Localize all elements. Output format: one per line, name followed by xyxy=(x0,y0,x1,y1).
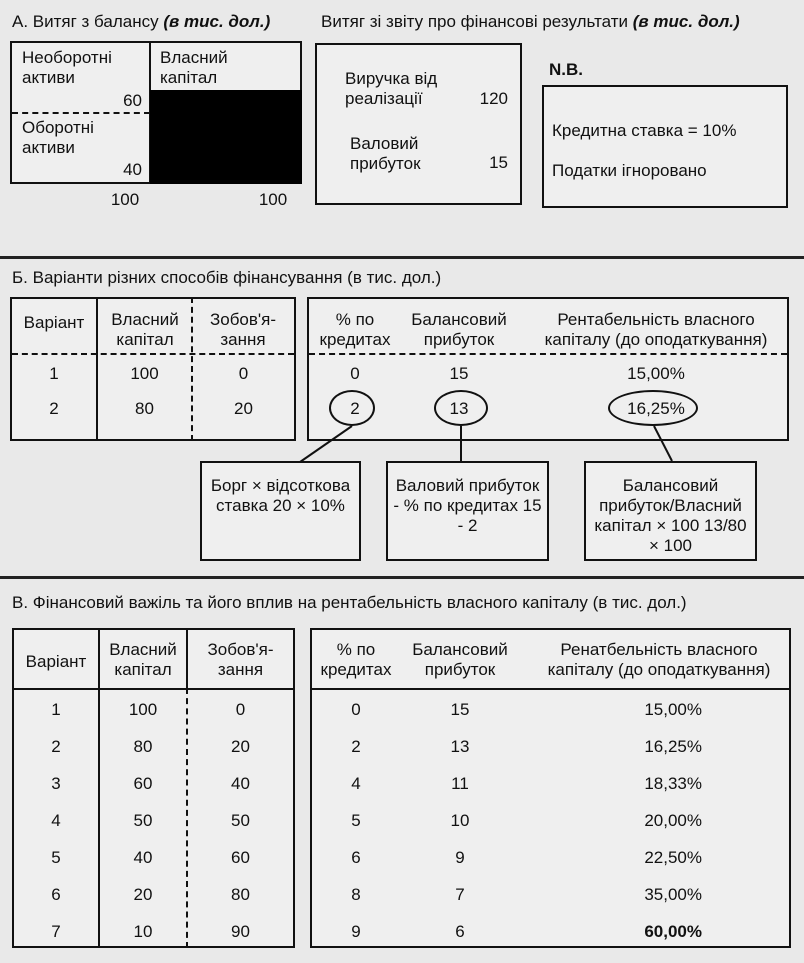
total-liabilities: 100 xyxy=(258,190,288,209)
c-row6-equity: 20 xyxy=(133,885,153,904)
c-left-header-line xyxy=(14,688,293,690)
c-row4-interest: 5 xyxy=(351,811,361,830)
section-a-title-text: А. Витяг з балансу xyxy=(12,12,159,31)
c-row4-profit: 10 xyxy=(450,811,470,830)
c-row3-interest: 4 xyxy=(351,774,361,793)
c-row1-profit: 15 xyxy=(450,700,470,719)
b-row2-roe: 16,25% xyxy=(627,399,685,418)
section-rule-2 xyxy=(0,576,804,579)
b-row1-interest: 0 xyxy=(350,364,360,383)
c-row6-profit: 7 xyxy=(455,885,465,904)
section-a-unit: (в тис. дол.) xyxy=(163,12,271,31)
b-row2-liab: 20 xyxy=(234,399,253,418)
nb-taxes: Податки ігноровано xyxy=(552,161,707,180)
c-row2-interest: 2 xyxy=(351,737,361,756)
current-value: 40 xyxy=(123,160,142,179)
c-row7-interest: 9 xyxy=(351,922,361,941)
b-row1-variant: 1 xyxy=(49,364,59,383)
revenue-label: Виручка від реалізації xyxy=(345,69,438,108)
gross-value: 15 xyxy=(489,153,508,172)
c-row4-equity: 50 xyxy=(133,811,153,830)
c-row1-liab: 0 xyxy=(235,700,246,719)
c-row2-liab: 20 xyxy=(231,737,250,756)
c-row5-variant: 5 xyxy=(51,848,61,867)
b-row1-profit: 15 xyxy=(449,364,469,383)
c-row5-interest: 6 xyxy=(351,848,361,867)
c-row6-interest: 8 xyxy=(351,885,361,904)
c-row7-roe: 60,00% xyxy=(644,922,702,941)
note-debt: Борг × відсоткова ставка 20 × 10% xyxy=(210,476,351,515)
income-unit: (в тис. дол.) xyxy=(632,12,740,31)
b-row1-liab: 0 xyxy=(238,364,249,383)
c-head-interest: % по кредитах xyxy=(320,640,392,679)
c-row7-variant: 7 xyxy=(51,922,61,941)
c-row2-roe: 16,25% xyxy=(644,737,702,756)
c-right-header-line xyxy=(312,688,789,690)
equity-label: Власний капітал xyxy=(160,48,228,87)
nb-rate: Кредитна ставка = 10% xyxy=(552,121,737,140)
note-roe: Балансовий прибуток/Власний капітал × 100 13/80 × 100 xyxy=(594,476,747,555)
b-head-liab: Зобов'я-зання xyxy=(209,310,277,349)
noncurrent-label: Необоротні активи xyxy=(22,48,112,87)
nb-title: N.B. xyxy=(549,60,583,79)
c-row1-equity: 100 xyxy=(128,700,158,719)
c-row4-liab: 50 xyxy=(231,811,250,830)
revenue-value: 120 xyxy=(479,89,508,108)
b-head-roe: Рентабельність власного капіталу (до оподаткування) xyxy=(544,310,768,349)
c-row6-variant: 6 xyxy=(51,885,61,904)
c-row4-variant: 4 xyxy=(51,811,61,830)
c-row7-liab: 90 xyxy=(231,922,250,941)
c-row5-profit: 9 xyxy=(455,848,465,867)
c-row4-roe: 20,00% xyxy=(644,811,702,830)
c-row6-roe: 35,00% xyxy=(644,885,702,904)
c-head-variant: Варіант xyxy=(25,652,87,671)
b-row2-variant: 2 xyxy=(49,399,59,418)
b-row2-interest: 2 xyxy=(350,399,360,418)
b-head-interest: % по кредитах xyxy=(319,310,391,349)
c-head-profit: Балансовий прибуток xyxy=(412,640,508,679)
b-row2-equity: 80 xyxy=(135,399,154,418)
c-head-liab: Зобов'я-зання xyxy=(207,640,274,679)
note-profit: Валовий прибуток - % по кредитах 15 - 2 xyxy=(393,476,542,535)
total-assets: 100 xyxy=(110,190,140,209)
b-head-profit: Балансовий прибуток xyxy=(411,310,507,349)
c-row5-liab: 60 xyxy=(231,848,250,867)
c-row3-variant: 3 xyxy=(51,774,61,793)
c-row7-profit: 6 xyxy=(455,922,465,941)
b-row1-equity: 100 xyxy=(130,364,159,383)
noncurrent-value: 60 xyxy=(123,91,142,110)
c-row2-variant: 2 xyxy=(51,737,61,756)
c-row7-equity: 10 xyxy=(133,922,153,941)
c-row3-liab: 40 xyxy=(231,774,250,793)
income-title-text: Витяг зі звіту про фінансові результати xyxy=(321,12,629,31)
c-row1-roe: 15,00% xyxy=(644,700,702,719)
c-head-roe: Ренатбельність власного капіталу (до оподаткування) xyxy=(547,640,771,679)
c-row2-equity: 80 xyxy=(133,737,153,756)
gross-label: Валовий прибуток xyxy=(350,134,421,173)
b-head-equity: Власний капітал xyxy=(111,310,179,349)
section-c-title: В. Фінансовий важіль та його вплив на рентабельність власного капіталу (в тис. дол.) xyxy=(12,593,687,612)
b-row1-roe: 15,00% xyxy=(627,364,685,383)
c-row2-profit: 13 xyxy=(450,737,470,756)
c-head-equity: Власний капітал xyxy=(109,640,177,679)
c-row6-liab: 80 xyxy=(231,885,250,904)
c-row3-roe: 18,33% xyxy=(644,774,702,793)
b-head-variant: Варіант xyxy=(23,313,85,332)
c-row3-equity: 60 xyxy=(133,774,153,793)
current-label: Оборотні активи xyxy=(22,118,94,157)
c-row5-equity: 40 xyxy=(133,848,153,867)
c-row1-interest: 0 xyxy=(351,700,361,719)
section-b-title: Б. Варіанти різних способів фінансування (в тис. дол.) xyxy=(12,268,442,287)
c-row1-variant: 1 xyxy=(51,700,61,719)
c-row5-roe: 22,50% xyxy=(644,848,702,867)
c-row3-profit: 11 xyxy=(451,774,469,793)
b-row2-profit: 13 xyxy=(449,399,469,418)
